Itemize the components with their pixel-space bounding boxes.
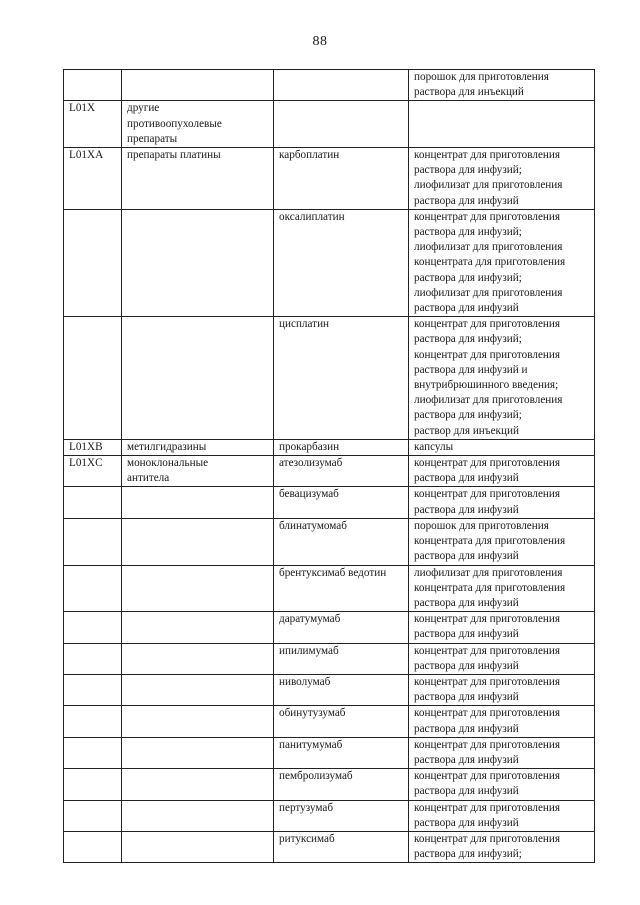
drug-cell: пембролизумаб bbox=[274, 769, 409, 800]
drug-table bbox=[63, 69, 595, 863]
dosage-form-cell bbox=[409, 737, 595, 768]
dosage-form-line: раствора для инфузий bbox=[414, 596, 519, 609]
group-line: другие bbox=[127, 102, 160, 115]
dosage-form-line: лиофилизат для приготовления bbox=[414, 241, 563, 254]
dosage-form-line: концентрат для приготовления bbox=[414, 149, 561, 162]
atc-code-cell bbox=[64, 518, 122, 565]
drug-cell: оксалиплатин bbox=[274, 209, 409, 316]
dosage-form-cell bbox=[409, 706, 595, 737]
atc-code-cell bbox=[64, 70, 122, 101]
group-cell bbox=[122, 800, 274, 831]
drug-cell: карбоплатин bbox=[274, 148, 409, 210]
table-row bbox=[64, 565, 595, 612]
dosage-form-cell bbox=[409, 456, 595, 487]
atc-code-cell: L01XB bbox=[64, 439, 122, 455]
drug-cell: ипилимумаб bbox=[274, 643, 409, 674]
dosage-form-line: раствора для инфузий bbox=[414, 753, 519, 766]
dosage-form-cell bbox=[409, 487, 595, 518]
dosage-form-cell bbox=[409, 148, 595, 210]
dosage-form-line: концентрат для приготовления bbox=[414, 675, 561, 688]
atc-code-cell: L01X bbox=[64, 101, 122, 148]
atc-code-cell bbox=[64, 612, 122, 643]
dosage-form-line: концентрат для приготовления bbox=[414, 210, 561, 223]
dosage-form-line: раствора для инфузий; bbox=[414, 848, 522, 861]
dosage-form-line: раствора для инфузий bbox=[414, 691, 519, 704]
group-cell bbox=[122, 612, 274, 643]
drug-cell: блинатумомаб bbox=[274, 518, 409, 565]
dosage-form-line: раствора для инфузий bbox=[414, 816, 519, 829]
dosage-form-line: порошок для приготовления bbox=[414, 71, 549, 83]
atc-code-cell bbox=[64, 317, 122, 440]
table-row bbox=[64, 70, 595, 101]
atc-code-cell bbox=[64, 769, 122, 800]
drug-cell: атезолизумаб bbox=[274, 456, 409, 487]
dosage-form-cell bbox=[409, 317, 595, 440]
dosage-form-cell bbox=[409, 101, 595, 148]
atc-code-cell bbox=[64, 565, 122, 612]
dosage-form-line: лиофилизат для приготовления bbox=[414, 286, 563, 299]
table-row bbox=[64, 643, 595, 674]
dosage-form-line: концентрат для приготовления bbox=[414, 348, 561, 361]
dosage-form-line: концентрат для приготовления bbox=[414, 832, 561, 845]
group-line: антитела bbox=[127, 472, 170, 485]
drug-cell: бевацизумаб bbox=[274, 487, 409, 518]
atc-code-cell bbox=[64, 831, 122, 862]
dosage-form-line: концентрат для приготовления bbox=[414, 707, 561, 720]
drug-cell: пертузумаб bbox=[274, 800, 409, 831]
table-row bbox=[64, 439, 595, 455]
table-row bbox=[64, 209, 595, 316]
group-cell bbox=[122, 70, 274, 101]
dosage-form-line: лиофилизат для приготовления bbox=[414, 179, 563, 192]
dosage-form-line: раствора для инфузий bbox=[414, 550, 519, 563]
dosage-form-line: раствора для инфузий bbox=[414, 628, 519, 641]
drug-cell: цисплатин bbox=[274, 317, 409, 440]
dosage-form-cell bbox=[409, 674, 595, 705]
dosage-form-line: концентрат для приготовления bbox=[414, 770, 561, 783]
table-row bbox=[64, 317, 595, 440]
dosage-form-line: концентрата для приготовления bbox=[414, 256, 566, 269]
atc-code-cell: L01XA bbox=[64, 148, 122, 210]
dosage-form-cell bbox=[409, 769, 595, 800]
atc-code-cell bbox=[64, 487, 122, 518]
dosage-form-line: концентрат для приготовления bbox=[414, 738, 561, 751]
group-cell bbox=[122, 737, 274, 768]
table-row bbox=[64, 706, 595, 737]
table-row bbox=[64, 148, 595, 210]
group-cell bbox=[122, 148, 274, 210]
dosage-form-line: концентрат для приготовления bbox=[414, 488, 561, 501]
atc-code-cell bbox=[64, 209, 122, 316]
drug-cell: панитумумаб bbox=[274, 737, 409, 768]
dosage-form-line: концентрат для приготовления bbox=[414, 613, 561, 626]
group-line: метилгидразины bbox=[127, 440, 207, 453]
dosage-form-line: концентрат для приготовления bbox=[414, 644, 561, 657]
group-cell bbox=[122, 101, 274, 148]
dosage-form-line: концентрат для приготовления bbox=[414, 457, 561, 470]
dosage-form-line: концентрат для приготовления bbox=[414, 318, 561, 331]
group-cell bbox=[122, 769, 274, 800]
group-line: препараты bbox=[127, 132, 178, 145]
dosage-form-line: раствора для инфузий bbox=[414, 722, 519, 735]
dosage-form-line: раствора для инфузий и bbox=[414, 363, 528, 376]
drug-cell: даратумумаб bbox=[274, 612, 409, 643]
group-cell bbox=[122, 831, 274, 862]
table-row bbox=[64, 487, 595, 518]
atc-code-cell bbox=[64, 643, 122, 674]
dosage-form-line: раствора для инфузий bbox=[414, 659, 519, 672]
dosage-form-line: раствора для инфузий; bbox=[414, 333, 522, 346]
group-cell bbox=[122, 706, 274, 737]
atc-code-cell: L01XC bbox=[64, 456, 122, 487]
group-cell bbox=[122, 317, 274, 440]
dosage-form-cell bbox=[409, 565, 595, 612]
table-row bbox=[64, 831, 595, 862]
page-number: 88 bbox=[312, 34, 328, 49]
dosage-form-cell bbox=[409, 831, 595, 862]
dosage-form-line: порошок для приготовления bbox=[414, 519, 549, 532]
dosage-form-line: внутрибрюшинного введения; bbox=[414, 379, 559, 392]
dosage-form-cell bbox=[409, 70, 595, 101]
table-row bbox=[64, 518, 595, 565]
group-cell bbox=[122, 518, 274, 565]
table-row bbox=[64, 737, 595, 768]
dosage-form-cell bbox=[409, 439, 595, 455]
group-cell bbox=[122, 565, 274, 612]
dosage-form-line: капсулы bbox=[414, 440, 454, 453]
dosage-form-line: раствора для инфузий; bbox=[414, 271, 522, 284]
dosage-form-cell bbox=[409, 612, 595, 643]
dosage-form-cell bbox=[409, 209, 595, 316]
drug-cell: брентуксимаб ведотин bbox=[274, 565, 409, 612]
dosage-form-line: раствор для инъекций bbox=[414, 424, 519, 437]
dosage-form-line: концентрата для приготовления bbox=[414, 581, 566, 594]
dosage-form-line: концентрат для приготовления bbox=[414, 801, 561, 814]
group-cell bbox=[122, 456, 274, 487]
dosage-form-line: лиофилизат для приготовления bbox=[414, 394, 563, 407]
dosage-form-line: раствора для инъекций bbox=[414, 86, 524, 99]
table-row bbox=[64, 674, 595, 705]
drug-cell: обинутузумаб bbox=[274, 706, 409, 737]
table-row bbox=[64, 101, 595, 148]
group-cell bbox=[122, 674, 274, 705]
dosage-form-cell bbox=[409, 518, 595, 565]
atc-code-cell bbox=[64, 706, 122, 737]
group-line: противоопухолевые bbox=[127, 117, 222, 130]
atc-code-cell bbox=[64, 800, 122, 831]
dosage-form-line: раствора для инфузий bbox=[414, 302, 519, 315]
dosage-form-cell bbox=[409, 800, 595, 831]
table-row bbox=[64, 612, 595, 643]
group-cell bbox=[122, 209, 274, 316]
drug-cell: ниволумаб bbox=[274, 674, 409, 705]
dosage-form-line: раствора для инфузий bbox=[414, 503, 519, 516]
dosage-form-line: раствора для инфузий; bbox=[414, 164, 522, 177]
table-row bbox=[64, 456, 595, 487]
dosage-form-line: концентрата для приготовления bbox=[414, 535, 566, 548]
dosage-form-line: лиофилизат для приготовления bbox=[414, 566, 563, 579]
group-cell bbox=[122, 487, 274, 518]
dosage-form-line: раствора для инфузий; bbox=[414, 226, 522, 239]
dosage-form-line: раствора для инфузий; bbox=[414, 409, 522, 422]
drug-cell: ритуксимаб bbox=[274, 831, 409, 862]
group-line: моноклональные bbox=[127, 457, 209, 470]
group-line: препараты платины bbox=[127, 149, 221, 162]
dosage-form-line: раствора для инфузий bbox=[414, 472, 519, 485]
group-cell bbox=[122, 643, 274, 674]
group-cell bbox=[122, 439, 274, 455]
atc-code-cell bbox=[64, 737, 122, 768]
table-row bbox=[64, 800, 595, 831]
drug-cell bbox=[274, 101, 409, 148]
drug-cell bbox=[274, 70, 409, 101]
table-row bbox=[64, 769, 595, 800]
drug-cell: прокарбазин bbox=[274, 439, 409, 455]
dosage-form-cell bbox=[409, 643, 595, 674]
atc-code-cell bbox=[64, 674, 122, 705]
dosage-form-line: раствора для инфузий bbox=[414, 194, 519, 207]
dosage-form-line: раствора для инфузий bbox=[414, 785, 519, 798]
